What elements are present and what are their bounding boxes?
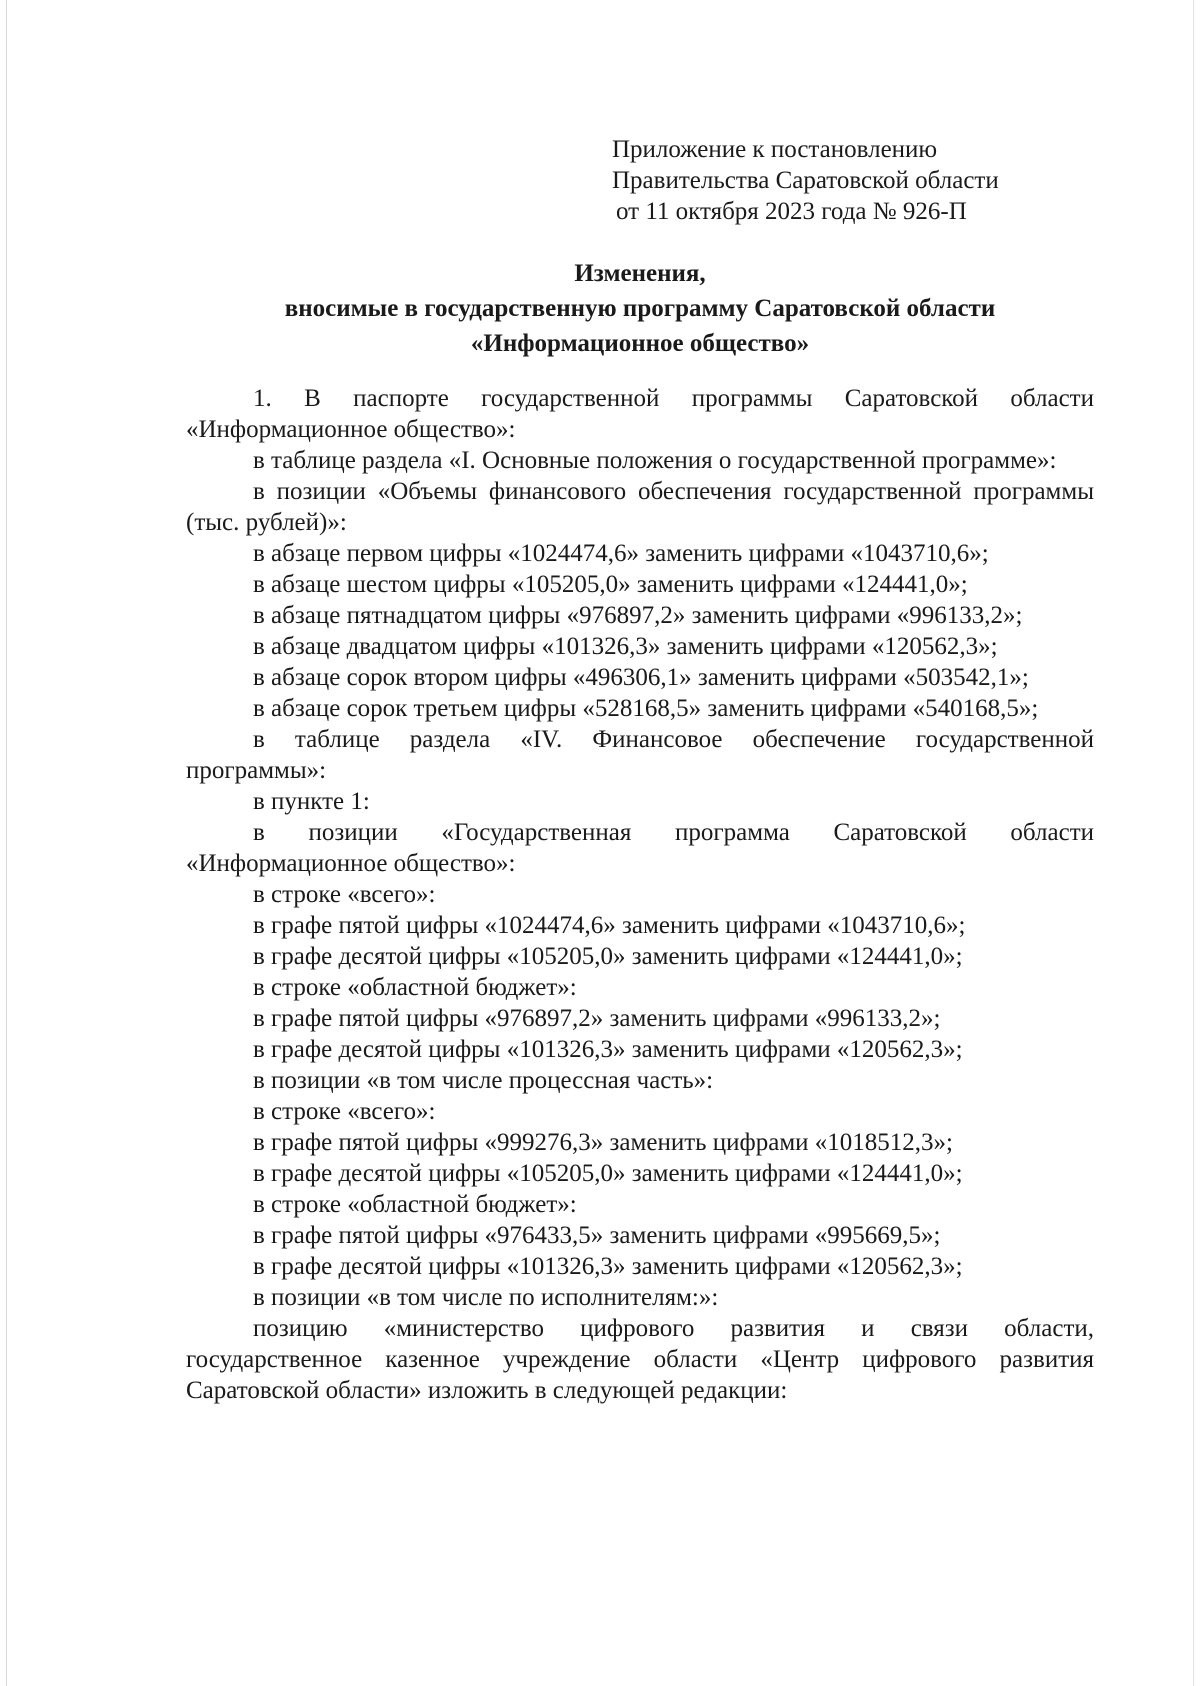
paragraph: в абзаце первом цифры «1024474,6» заменить цифрами «1043710,6»; (253, 540, 989, 567)
paragraph: в абзаце сорок третьем цифры «528168,5» заменить цифрами «540168,5»; (253, 695, 1039, 722)
paragraph: в графе десятой цифры «105205,0» заменить цифрами «124441,0»; (253, 943, 963, 970)
document-body (186, 383, 1094, 1406)
paragraph: в абзаце двадцатом цифры «101326,3» заменить цифрами «120562,3»; (253, 633, 998, 660)
paragraph: в пункте 1: (253, 788, 370, 815)
scan-edge-right (1193, 0, 1194, 1686)
appendix-line-1: Приложение к постановлению (612, 136, 938, 163)
paragraph: позицию «министерство цифрового развития и связи области, государственное казенное учреждение области «Центр цифрового развития Саратовской области» изложить в следующей редакции: (186, 1315, 1094, 1404)
paragraph: в таблице раздела «I. Основные положения о государственной программе»: (253, 447, 1057, 474)
appendix-line-2: Правительства Саратовской области (612, 167, 999, 194)
paragraph: в графе десятой цифры «101326,3» заменить цифрами «120562,3»; (253, 1253, 963, 1280)
document-title (186, 256, 1094, 361)
paragraph: в абзаце шестом цифры «105205,0» заменить цифрами «124441,0»; (253, 571, 968, 598)
paragraph: 1. В паспорте государственной программы Саратовской области «Информационное общество»: (186, 385, 1094, 443)
title-line-3: «Информационное общество» (470, 330, 810, 357)
paragraph: в абзаце сорок втором цифры «496306,1» заменить цифрами «503542,1»; (253, 664, 1029, 691)
paragraph: в графе пятой цифры «976897,2» заменить цифрами «996133,2»; (253, 1005, 941, 1032)
paragraph: в строке «областной бюджет»: (253, 1191, 577, 1218)
paragraph: в графе десятой цифры «105205,0» заменить цифрами «124441,0»; (253, 1160, 963, 1187)
paragraph: в позиции «Государственная программа Саратовской области «Информационное общество»: (186, 819, 1094, 877)
paragraph: в графе пятой цифры «999276,3» заменить цифрами «1018512,3»; (253, 1129, 953, 1156)
title-line-2: вносимые в государственную программу Саратовской области (284, 295, 996, 322)
paragraph: в графе пятой цифры «1024474,6» заменить цифрами «1043710,6»; (253, 912, 966, 939)
appendix-line-3: от 11 октября 2023 года № 926-П (616, 198, 967, 225)
paragraph: в графе пятой цифры «976433,5» заменить цифрами «995669,5»; (253, 1222, 941, 1249)
paragraph: в строке «всего»: (253, 1098, 436, 1125)
paragraph: в графе десятой цифры «101326,3» заменить цифрами «120562,3»; (253, 1036, 963, 1063)
paragraph: в таблице раздела «IV. Финансовое обеспечение государственной программы»: (186, 726, 1094, 784)
paragraph: в позиции «Объемы финансового обеспечения государственной программы (тыс. рублей)»: (186, 478, 1094, 536)
appendix-header (612, 134, 999, 227)
paragraph: в позиции «в том числе по исполнителям:»: (253, 1284, 719, 1311)
paragraph: в абзаце пятнадцатом цифры «976897,2» заменить цифрами «996133,2»; (253, 602, 1023, 629)
paragraph: в позиции «в том числе процессная часть»: (253, 1067, 714, 1094)
paragraph: в строке «областной бюджет»: (253, 974, 577, 1001)
scan-edge-left (6, 0, 7, 1686)
paragraph: в строке «всего»: (253, 881, 436, 908)
title-line-1: Изменения, (574, 260, 706, 287)
